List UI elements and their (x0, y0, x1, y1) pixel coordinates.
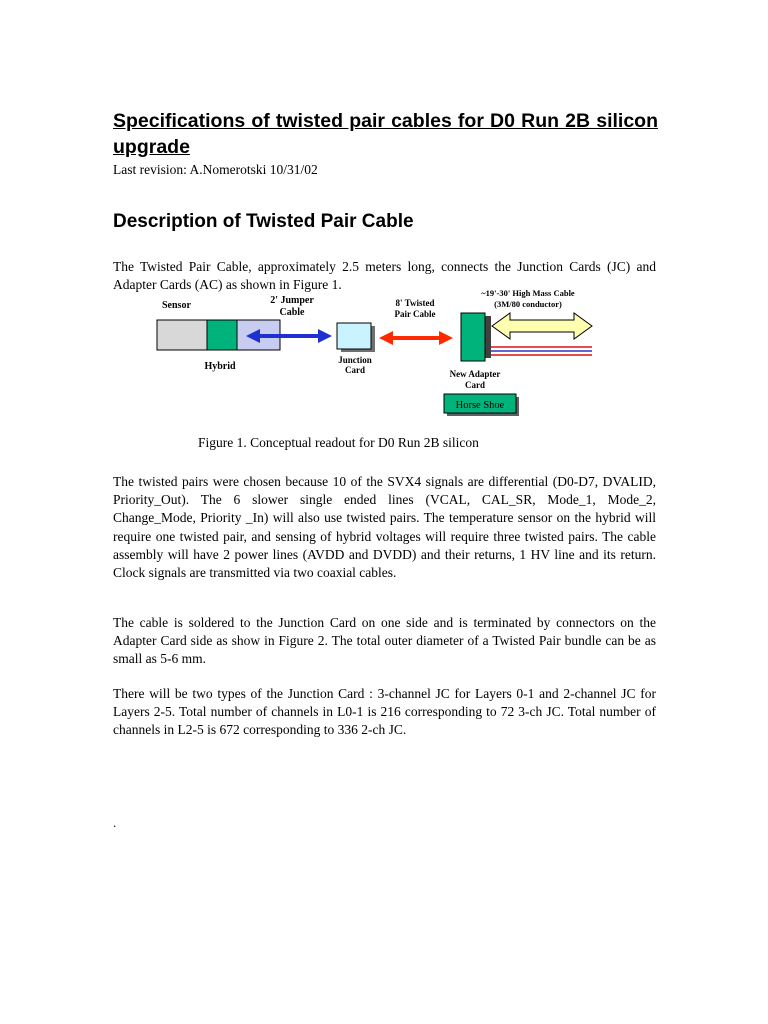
sensor-label: Sensor (162, 300, 191, 311)
soldering-paragraph: The cable is soldered to the Junction Card on one side and is terminated by connectors on the Adapter Card side as show in Figure 2. The total outer diameter of a Twisted Pair bundle can be as small as 5-6 mm. (113, 615, 656, 667)
hybrid-block (207, 320, 237, 350)
revision-line: Last revision: A.Nomerotski 10/31/02 (113, 162, 318, 177)
junction-types-paragraph: There will be two types of the Junction Card : 3-channel JC for Layers 0-1 and 2-channel JC for Layers 2-5. Total number of channels in L0-1 is 216 corresponding to 72 3-ch JC. Total number of channels in L2-5 is 672 corresponding to 336 2-ch JC. (113, 686, 656, 738)
adapter-card-connector (485, 316, 491, 358)
twisted-arrow-left-head (379, 331, 393, 345)
adapter-card-label-line2: Card (465, 380, 485, 390)
junction-card-block (337, 323, 371, 349)
jumper-cable-label-line2: Cable (279, 307, 305, 318)
adapter-card-label-line1: New Adapter (449, 369, 501, 379)
twisted-arrow-right-head (439, 331, 453, 345)
hybrid-label: Hybrid (204, 361, 236, 372)
document-title: Specifications of twisted pair cables for D0 Run 2B silicon upgrade (113, 110, 658, 158)
figure-caption: Figure 1. Conceptual readout for D0 Run 2B silicon (198, 435, 479, 450)
junction-card-label-line2: Card (345, 365, 365, 375)
twisted-cable-label-line2: Pair Cable (394, 309, 436, 319)
intro-paragraph: The Twisted Pair Cable, approximately 2.5 meters long, connects the Junction Cards (JC) and Adapter Cards (AC) as shown in Figure 1. (113, 259, 656, 293)
signals-paragraph: The twisted pairs were chosen because 10 of the SVX4 signals are differential (D0-D7, DVALID, Priority_Out). The 6 slower single ended lines (VCAL, CAL_SR, Mode_1, Mode_2, Change_Mode, Priority _In) will also use twisted pairs. The temperature sensor on the hybrid will require one twisted pair, and sensing of hybrid voltages will require three twisted pairs. The cable assembly will have 2 power lines (AVDD and DVDD) and their returns, 1 HV line and its return. Clock signals are transmitted via two coaxial cables. (113, 474, 656, 581)
jumper-cable-label-line1: 2' Jumper (270, 295, 314, 306)
adapter-card-block (461, 313, 485, 361)
jumper-arrow-right-head (318, 329, 332, 343)
readout-diagram (150, 286, 600, 418)
section-heading: Description of Twisted Pair Cable (113, 211, 414, 232)
high-mass-cable-label-line2: (3M/80 conductor) (494, 299, 562, 309)
high-mass-cable-arrow (492, 313, 592, 339)
trailing-mark: . (113, 815, 117, 830)
junction-card-label-line1: Junction (338, 355, 372, 365)
high-mass-cable-label-line1: ~19'-30' High Mass Cable (481, 288, 575, 298)
horseshoe-label: Horse Shoe (455, 400, 505, 411)
twisted-cable-label-line1: 8' Twisted (395, 298, 435, 308)
sensor-block (157, 320, 207, 350)
